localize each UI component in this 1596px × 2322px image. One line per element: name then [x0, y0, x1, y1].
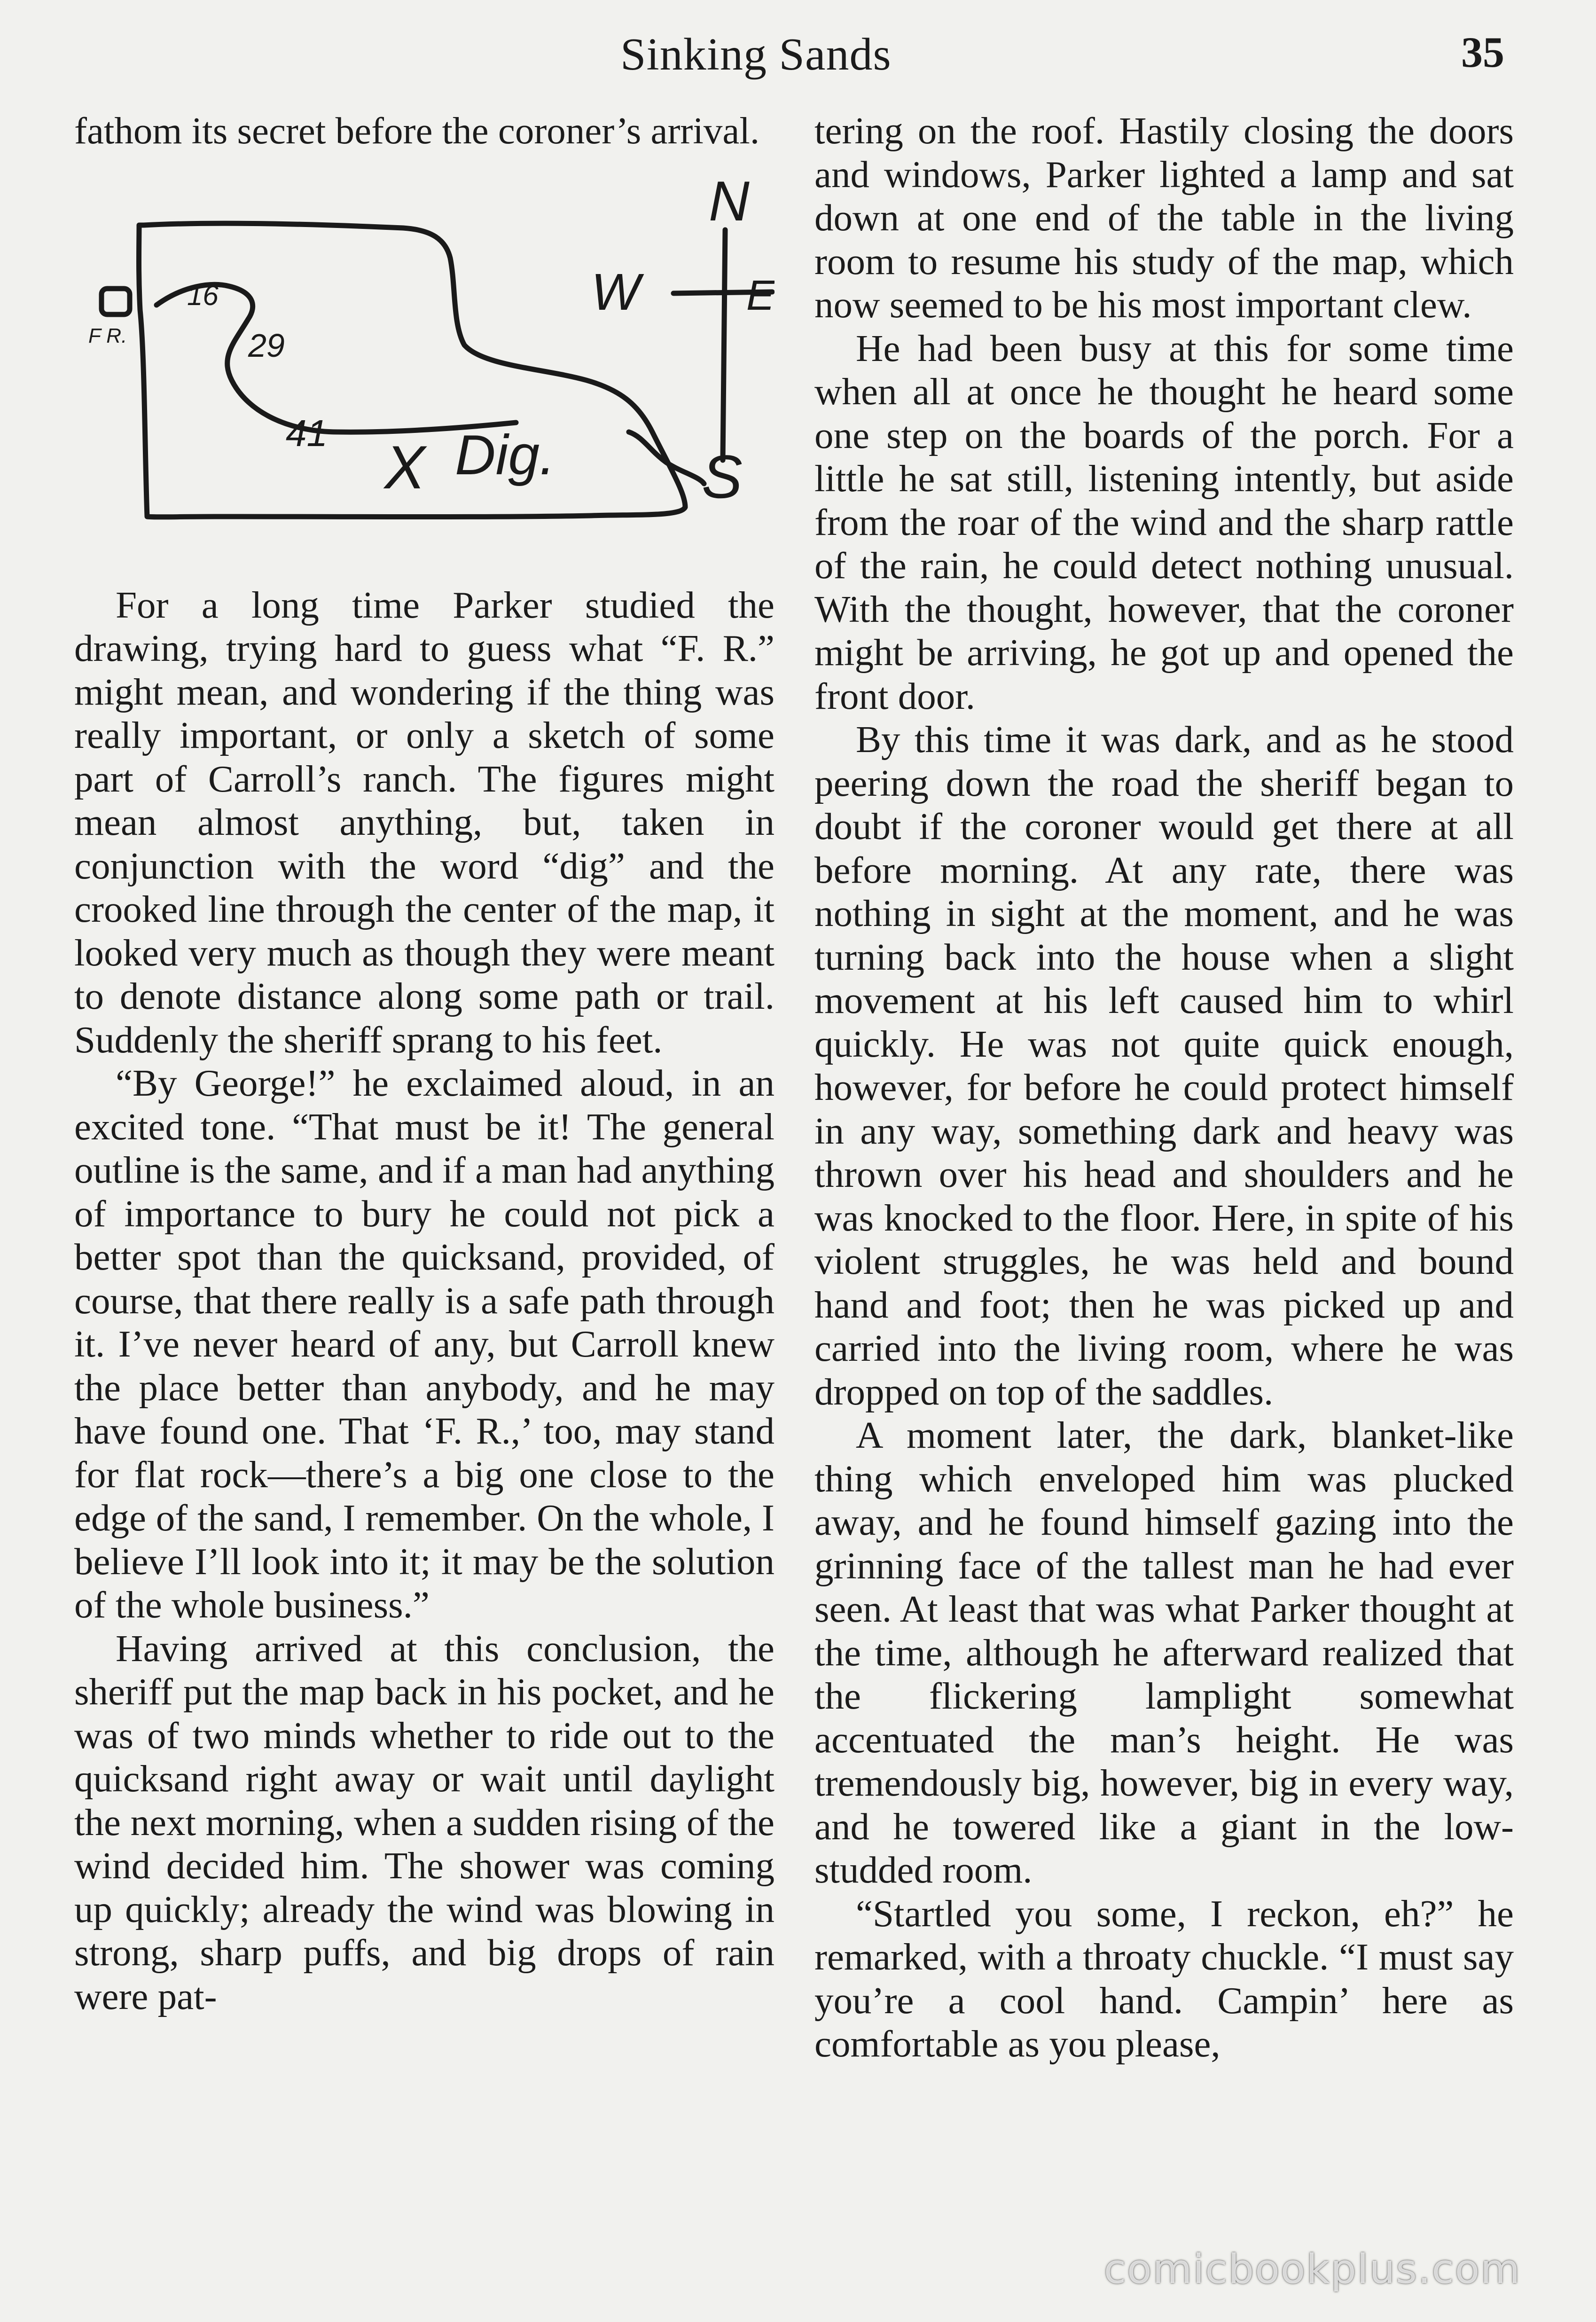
compass-vertical — [723, 230, 725, 460]
paragraph: For a long time Parker studied the drawing, trying hard to guess what “F. R.” might mean, and wondering if the thing was really important, or only a sketch of some part of Carroll’s ranch. The figures might mean almost anything, but, taken in conjunction with the word “dig” and the crooked line through the center of the map, it looked very much as though they were meant to denote distance along some path or trail. Suddenly the sheriff sprang to his feet. — [74, 583, 775, 1061]
paragraph: A moment later, the dark, blanket-like thing which enveloped him was plucked away, and he found himself gazing into the grinning face of the tallest man he had ever seen. At least that was what Parker thought at the time, although he afterward realized that the flickering lamplight somewhat accentuated the man’s height. He was tremendously big, however, big in every way, and he towered like a giant in the low-studded room. — [814, 1414, 1514, 1891]
paragraph: He had been busy at this for some time when all at once he thought he heard some one step on the boards of the porch. For a little he sat still, listening intently, but aside from the roar of the wind and the sharp rattle of the rain, he could detect nothing unusual. With the thought, however, that the coroner might be arriving, he got up and opened the front door. — [814, 327, 1514, 717]
right-column — [814, 109, 1514, 2066]
distance-mark-41: 41 — [286, 412, 328, 454]
hand-drawn-map — [74, 169, 775, 554]
dig-x-mark: X — [384, 432, 425, 502]
distance-mark-29: 29 — [248, 327, 285, 364]
site-watermark: comicbookplus.com — [1103, 2246, 1521, 2293]
distance-mark-16: 16 — [187, 279, 219, 311]
paragraph: Having arrived at this conclusion, the sheriff put the map back in his pocket, and he was of two minds whether to ride out to the quicksand right away or wait until daylight the next morning, when a sudden rising of the wind decided him. The shower was coming up quickly; already the wind was blowing in strong, sharp puffs, and big drops of rain were pat- — [74, 1627, 775, 2017]
map-drawing — [74, 169, 775, 554]
paragraph: By this time it was dark, and as he stood peering down the road the sheriff began to doubt if the coroner would get there at all before morning. At any rate, there was nothing in sight at the moment, and he was turning back into the house when a slight movement at his left caused him to whirl quickly. He was not quite quick enough, however, for before he could protect himself in any way, something dark and heavy was thrown over his head and shoulders and he was knocked to the floor. Here, in spite of his violent struggles, he was held and bound hand and foot; then he was picked up and carried into the living room, where he was dropped on top of the saddles. — [814, 718, 1514, 1413]
compass-north-label: N — [709, 169, 750, 233]
fr-label: F R. — [88, 324, 127, 347]
page-number: 35 — [1461, 28, 1504, 76]
compass-east-label: E — [746, 272, 775, 319]
compass-south-label: S — [702, 442, 743, 511]
dig-label: Dig. — [455, 423, 555, 486]
paragraph: “By George!” he exclaimed aloud, in an excited tone. “That must be it! The general outline is the same, and if a man had anything of importance to bury he could not pick a better spot than the quicksand, provided, of course, that there really is a safe path through it. I’ve never heard of any, but Carroll knew the place better than anybody, and he may have found one. That ‘F. R.,’ too, may stand for flat rock—there’s a big one close to the edge of the sand, I remember. On the whole, I believe I’ll look into it; it may be the solution of the whole business.” — [74, 1062, 775, 1626]
fr-marker — [102, 289, 130, 314]
paragraph: “Startled you some, I reckon, eh?” he remarked, with a throaty chuckle. “I must say you’re a cool hand. Campin’ here as comfortable as you please, — [814, 1892, 1514, 2065]
compass-west-label: W — [591, 263, 640, 321]
paragraph: tering on the roof. Hastily closing the doors and windows, Parker lighted a lamp and sat down at one end of the table in the living room to resume his study of the map, which now seemed to be his most important clew. — [814, 110, 1514, 326]
running-title: Sinking Sands — [620, 29, 892, 80]
page-header — [0, 23, 1596, 88]
paragraph: fathom its secret before the coroner’s arrival. — [74, 110, 760, 152]
left-column — [74, 109, 775, 2018]
